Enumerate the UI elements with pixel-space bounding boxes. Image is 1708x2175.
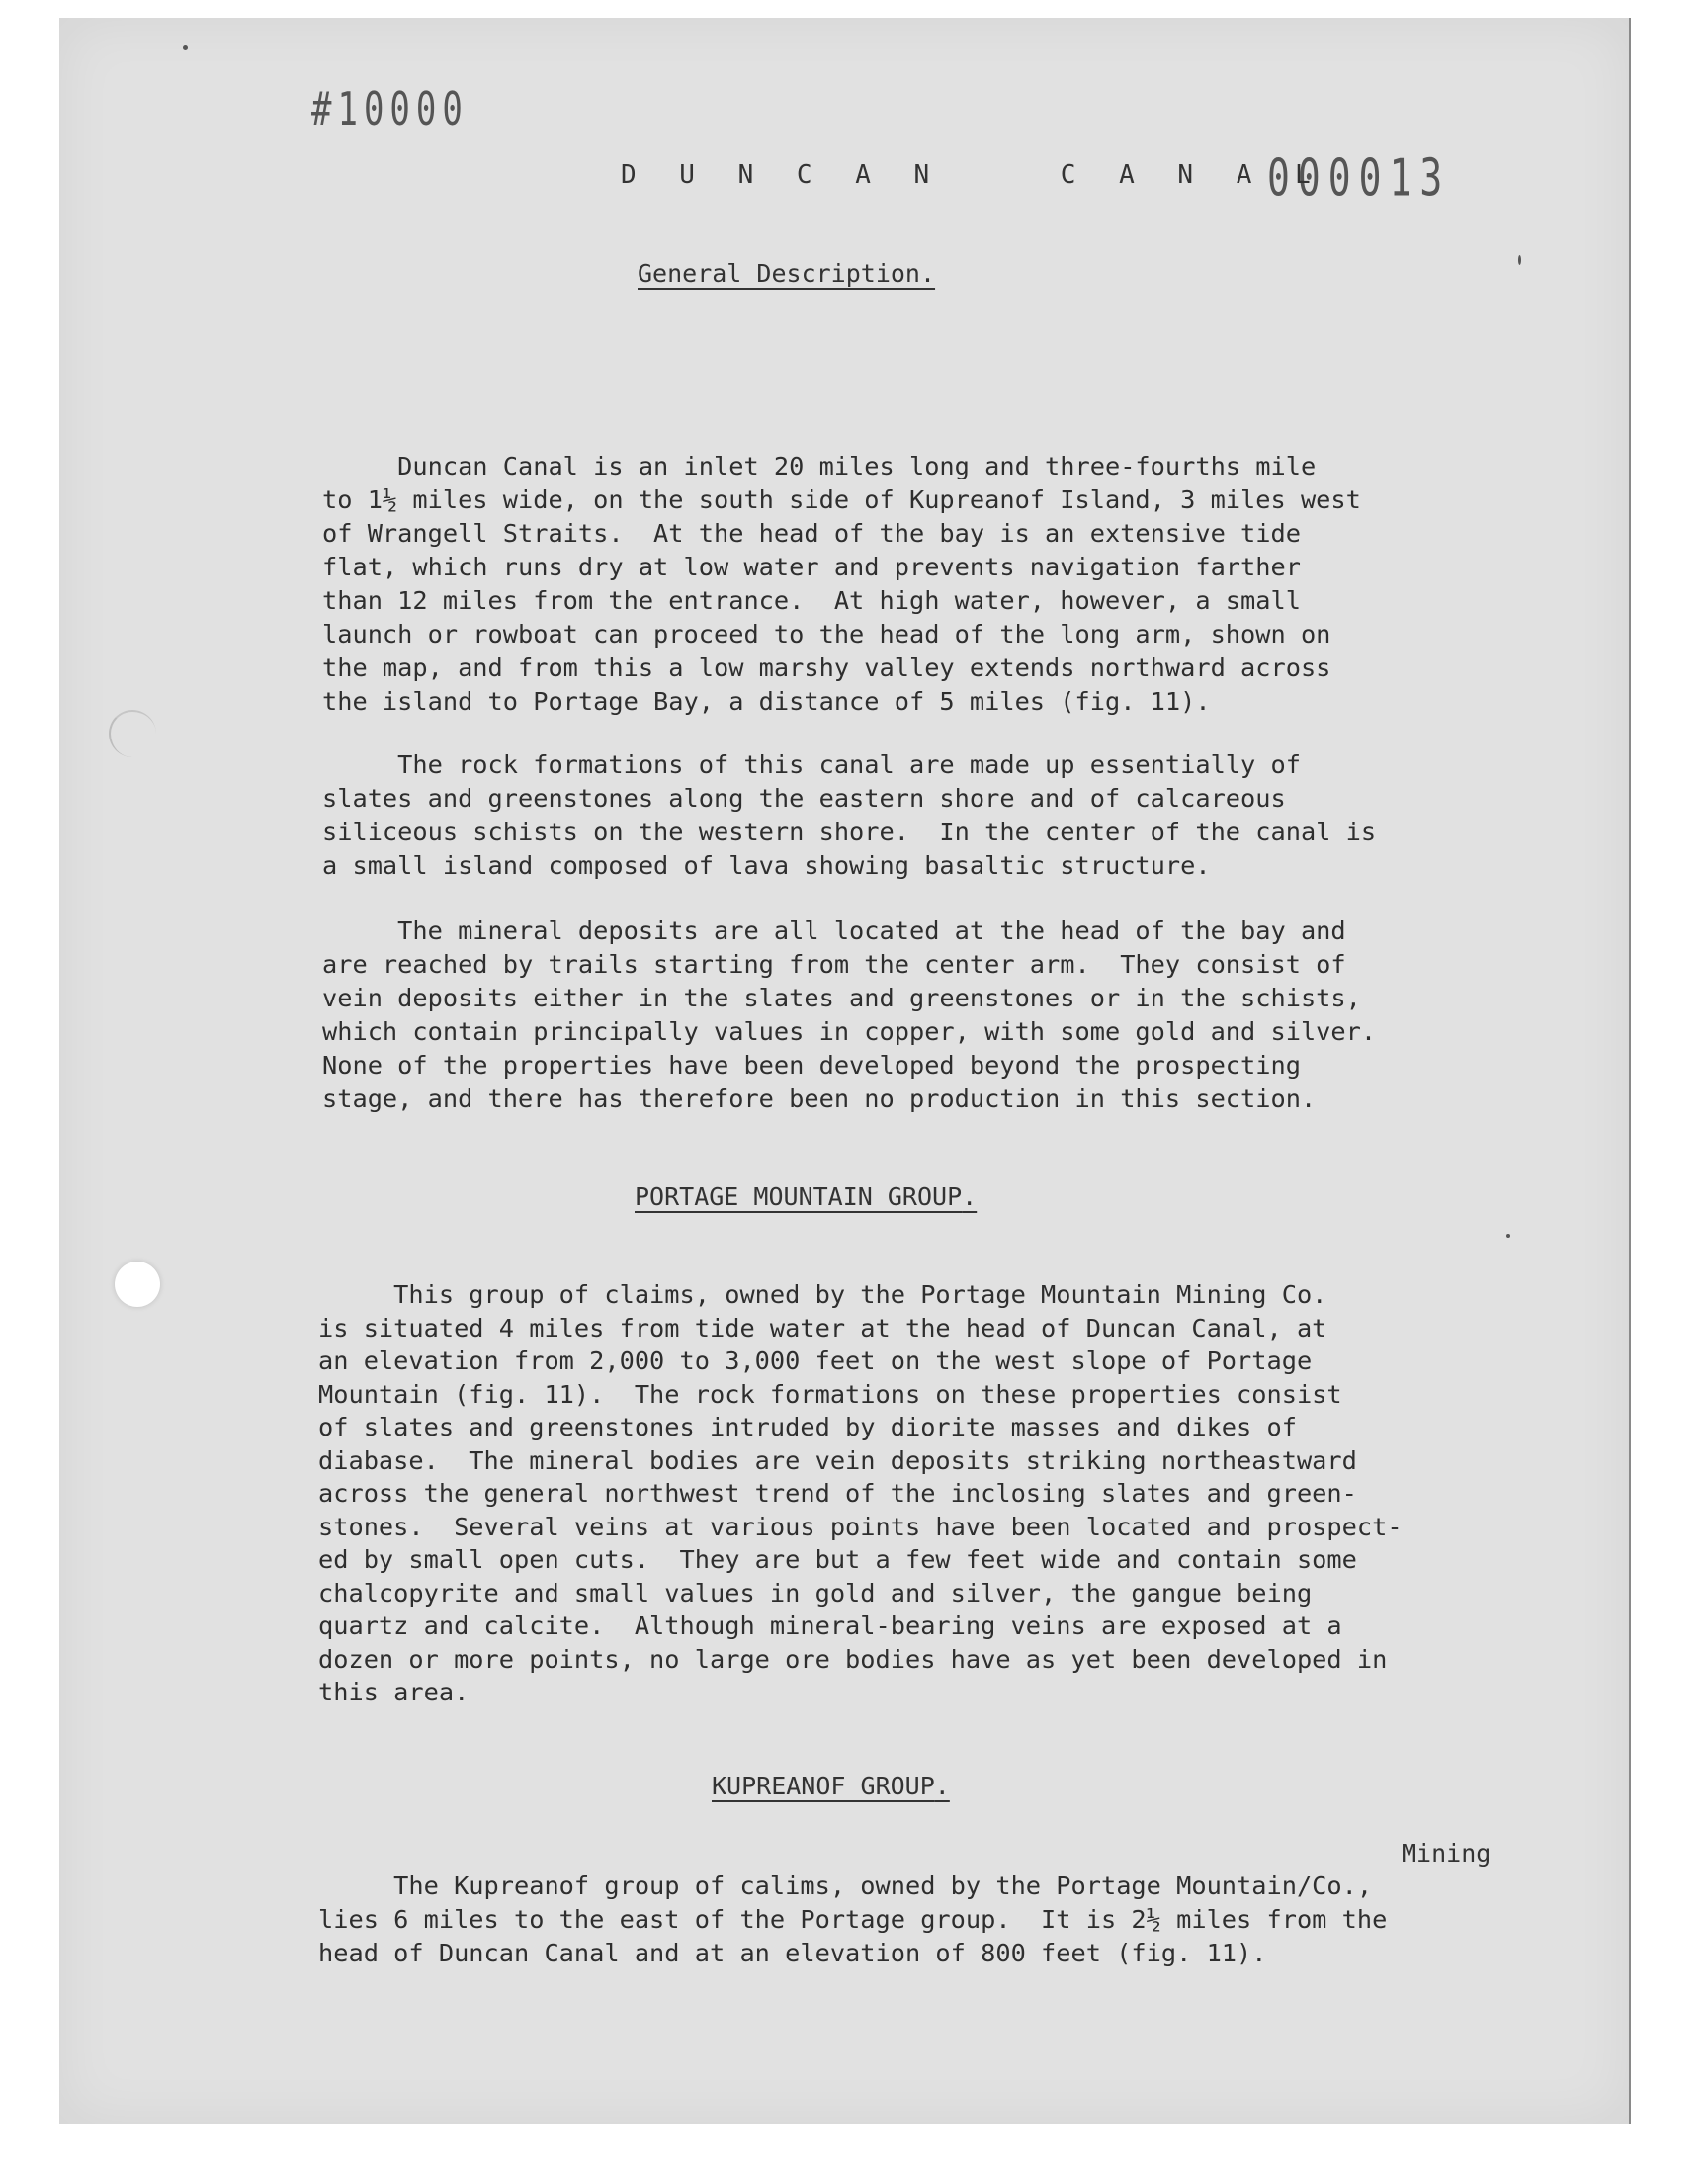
heading-period: .	[962, 1182, 978, 1211]
text-line: Mountain (fig. 11). The rock formations on these properties consist	[318, 1379, 1342, 1409]
punch-hole-mark	[109, 710, 156, 757]
text-line: is situated 4 miles from tide water at the head of Duncan Canal, at	[318, 1313, 1327, 1343]
text-line: flat, which runs dry at low water and prevents navigation farther	[322, 553, 1301, 581]
text-line: stage, and there has therefore been no production in this section.	[322, 1085, 1317, 1113]
text-line: than 12 miles from the entrance. At high water, however, a small	[322, 586, 1301, 615]
heading-text: PORTAGE MOUNTAIN GROUP	[635, 1182, 963, 1211]
heading-period: .	[919, 259, 936, 288]
handwritten-insertion-note: Mining	[1402, 1839, 1492, 1868]
text-line: the map, and from this a low marshy valley extends northward across	[322, 653, 1331, 682]
text-line: This group of claims, owned by the Portage Mountain Mining Co.	[318, 1280, 1327, 1309]
text-line: ed by small open cuts. They are but a few feet wide and contain some	[318, 1545, 1357, 1574]
text-line: of Wrangell Straits. At the head of the bay is an extensive tide	[322, 519, 1301, 548]
heading-text: General Description	[638, 259, 920, 288]
paragraph-kupreanof	[318, 1870, 1387, 1970]
paragraph-general-3	[322, 914, 1376, 1116]
heading-text: KUPREANOF GROUP	[712, 1772, 935, 1800]
paragraph-portage	[318, 1278, 1403, 1709]
punch-hole	[115, 1262, 160, 1307]
dust-speck	[1506, 1234, 1510, 1238]
document-title: D U N C A N C A N A L	[621, 160, 1324, 190]
text-line: dozen or more points, no large ore bodies have as yet been developed in	[318, 1644, 1388, 1674]
section-heading-general	[638, 259, 935, 288]
page-number-stamp: 000013	[1267, 148, 1451, 208]
text-line: a small island composed of lava showing basaltic structure.	[322, 851, 1211, 880]
text-line: siliceous schists on the western shore. In the center of the canal is	[322, 818, 1377, 846]
text-line: vein deposits either in the slates and greenstones or in the schists,	[322, 984, 1361, 1012]
text-line: across the general northwest trend of the inclosing slates and green-	[318, 1479, 1357, 1508]
text-line: to 1½ miles wide, on the south side of Kupreanof Island, 3 miles west	[322, 485, 1361, 514]
text-line: stones. Several veins at various points have been located and prospect-	[318, 1512, 1403, 1541]
text-line: the island to Portage Bay, a distance of 5 miles (fig. 11).	[322, 687, 1211, 716]
dust-speck	[183, 45, 188, 50]
text-line: lies 6 miles to the east of the Portage group. It is 2½ miles from the	[318, 1905, 1388, 1934]
paragraph-general-1	[322, 450, 1361, 719]
text-line: this area.	[318, 1678, 470, 1706]
text-line: None of the properties have been developed beyond the prospecting	[322, 1051, 1301, 1080]
paragraph-general-2	[322, 748, 1376, 883]
text-line: The Kupreanof group of calims, owned by the Portage Mountain/Co.,	[318, 1871, 1373, 1900]
text-line: Duncan Canal is an inlet 20 miles long and three-fourths mile	[322, 452, 1317, 480]
text-line: diabase. The mineral bodies are vein deposits striking northeastward	[318, 1445, 1357, 1475]
text-line: head of Duncan Canal and at an elevation of 800 feet (fig. 11).	[318, 1939, 1267, 1967]
text-line: an elevation from 2,000 to 3,000 feet on the west slope of Portage	[318, 1347, 1313, 1375]
text-line: which contain principally values in copper, with some gold and silver.	[322, 1017, 1377, 1046]
text-line: chalcopyrite and small values in gold and silver, the gangue being	[318, 1578, 1313, 1608]
file-number-stamp: #10000	[311, 83, 469, 136]
section-heading-kupreanof	[712, 1772, 950, 1800]
text-line: of slates and greenstones intruded by diorite masses and dikes of	[318, 1413, 1297, 1441]
text-line: The rock formations of this canal are made up essentially of	[322, 750, 1301, 779]
section-heading-portage	[635, 1182, 977, 1211]
dust-speck	[1518, 255, 1521, 265]
text-line: quartz and calcite. Although mineral-bearing veins are exposed at a	[318, 1611, 1342, 1640]
text-line: The mineral deposits are all located at the head of the bay and	[322, 916, 1346, 945]
text-line: launch or rowboat can proceed to the head of the long arm, shown on	[322, 620, 1331, 649]
heading-period: .	[934, 1772, 950, 1800]
text-line: slates and greenstones along the eastern shore and of calcareous	[322, 784, 1286, 813]
text-line: are reached by trails starting from the center arm. They consist of	[322, 950, 1346, 979]
